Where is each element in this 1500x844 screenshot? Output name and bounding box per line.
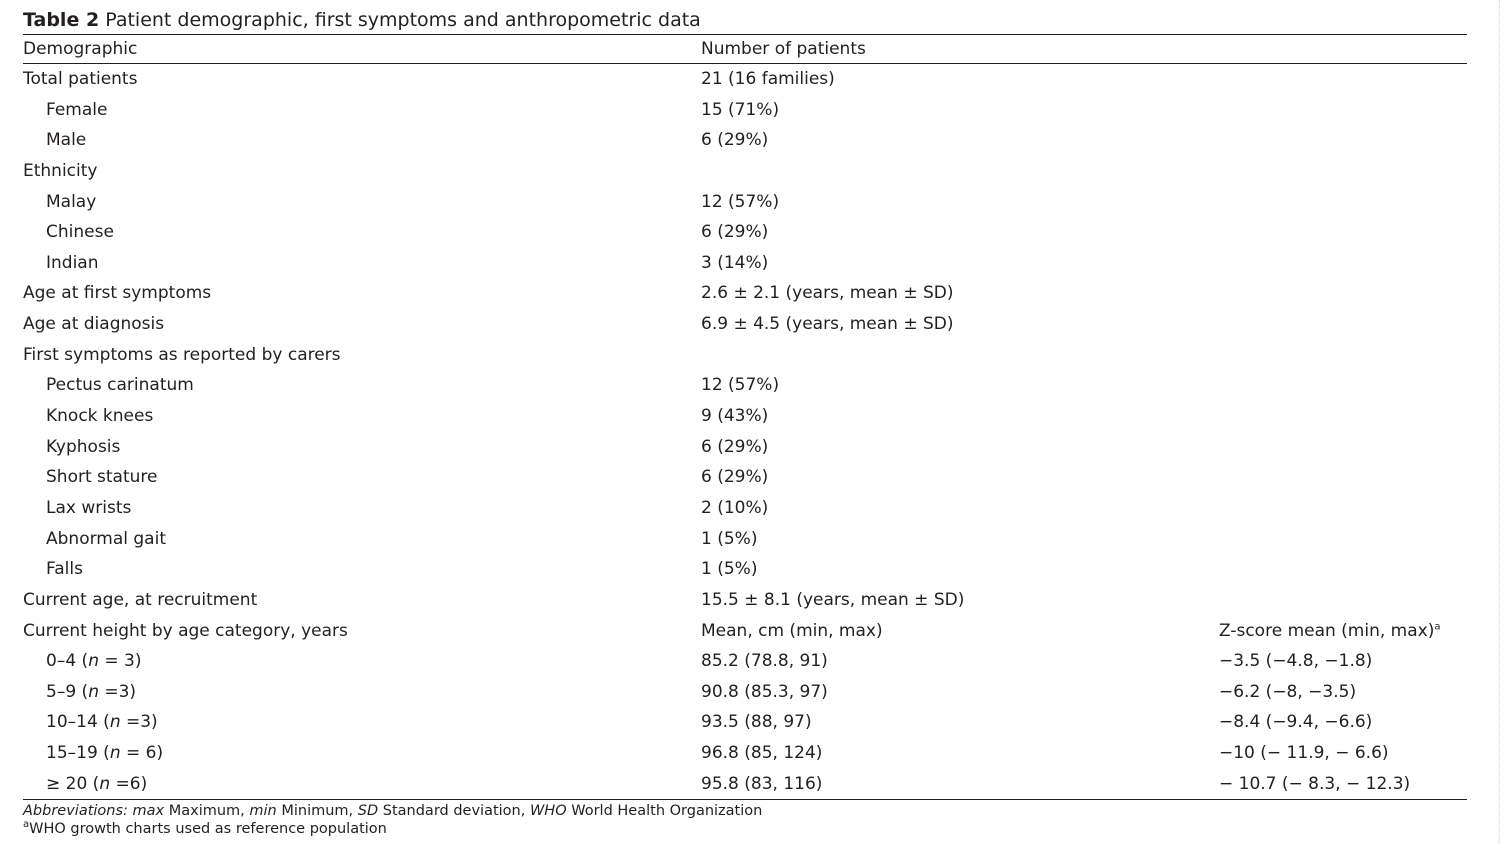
age-category <box>46 646 141 677</box>
reference-note <box>23 820 1467 838</box>
table-row <box>23 156 1467 187</box>
row-label: Knock knees <box>46 406 154 427</box>
row-label: Female <box>46 99 108 120</box>
table-row <box>23 370 1467 401</box>
row-value: 12 (57%) <box>701 375 780 396</box>
height-mean: 95.8 (83, 116) <box>701 773 823 794</box>
row-label: First symptoms as reported by carers <box>23 344 341 365</box>
row-label: Age at diagnosis <box>23 314 165 335</box>
row-value: 6 (29%) <box>701 130 769 151</box>
table-row <box>23 677 1467 708</box>
row-label: Age at first symptoms <box>23 283 212 304</box>
table-row <box>23 187 1467 218</box>
table-header <box>23 35 1467 63</box>
age-category <box>46 738 163 769</box>
table-figure <box>23 8 1467 838</box>
height-zscore-header-text: Z-score mean (min, max) <box>1219 620 1435 641</box>
abbreviation-definition: Minimum, <box>281 803 354 820</box>
age-range: 15–19 <box>46 743 98 764</box>
height-zscore: −3.5 (−4.8, −1.8) <box>1219 651 1373 672</box>
row-value: 6 (29%) <box>701 467 769 488</box>
age-range: ≥ 20 <box>46 773 88 794</box>
age-n-variable: n <box>109 743 121 764</box>
table-row <box>23 340 1467 371</box>
row-value: 9 (43%) <box>701 406 769 427</box>
bottom-rule <box>23 799 1467 800</box>
row-value: 15 (71%) <box>701 99 780 120</box>
abbreviations-label: Abbreviations: <box>23 803 128 820</box>
age-range: 0–4 <box>46 651 77 672</box>
caption-label: Table 2 <box>23 9 100 31</box>
table-row <box>23 248 1467 279</box>
row-label: Indian <box>46 252 99 273</box>
height-section-label: Current height by age category, years <box>23 620 348 641</box>
age-category <box>46 769 147 800</box>
row-value: 15.5 ± 8.1 (years, mean ± SD) <box>701 589 965 610</box>
table-body <box>23 64 1467 799</box>
row-value: 21 (16 families) <box>701 69 835 89</box>
row-value: 3 (14%) <box>701 252 769 273</box>
height-zscore: − 10.7 (− 8.3, − 12.3) <box>1219 773 1411 794</box>
table-caption <box>23 8 1467 34</box>
row-value: 2 (10%) <box>701 497 769 518</box>
table-row <box>23 493 1467 524</box>
row-label: Abnormal gait <box>46 528 166 549</box>
abbreviations-items <box>133 803 763 819</box>
table-row <box>23 278 1467 309</box>
age-n-open: ( <box>87 773 100 794</box>
age-n-open: ( <box>76 651 89 672</box>
height-zscore: −8.4 (−9.4, −6.6) <box>1219 712 1373 733</box>
table-row <box>23 64 1467 95</box>
age-n-open: ( <box>97 743 110 764</box>
abbreviation-term: min <box>249 803 277 820</box>
row-value: 6 (29%) <box>701 436 769 457</box>
row-label: Short stature <box>46 467 158 488</box>
age-n-value: =3) <box>98 681 137 702</box>
age-n-value: =3) <box>120 712 158 733</box>
age-n-value: = 6) <box>120 743 164 764</box>
abbreviation-term: max <box>132 803 165 820</box>
height-mean: 85.2 (78.8, 91) <box>701 651 828 672</box>
height-mean: 90.8 (85.3, 97) <box>701 681 828 702</box>
row-label: Male <box>46 130 87 151</box>
row-label: Lax wrists <box>46 497 132 518</box>
abbreviation-definition: Maximum, <box>168 803 245 820</box>
header-number-of-patients: Number of patients <box>701 39 866 59</box>
abbreviation-definition: World Health Organization <box>571 803 763 820</box>
row-value: 1 (5%) <box>701 528 758 549</box>
height-zscore-header <box>1219 616 1441 647</box>
height-mean: 93.5 (88, 97) <box>701 712 812 733</box>
row-label: Current age, at recruitment <box>23 589 258 610</box>
table-row <box>23 524 1467 555</box>
table-row <box>23 309 1467 340</box>
age-category <box>46 677 136 708</box>
age-n-open: ( <box>76 681 89 702</box>
abbreviation-definition: Standard deviation, <box>382 803 526 820</box>
table-row <box>23 432 1467 463</box>
height-zscore: −10 (− 11.9, − 6.6) <box>1219 743 1389 764</box>
row-label: Chinese <box>46 222 114 243</box>
height-zscore-footnote-marker: a <box>1434 620 1441 632</box>
table-row <box>23 707 1467 738</box>
age-n-variable: n <box>88 651 99 672</box>
age-category <box>46 707 158 738</box>
table-footnotes <box>23 802 1467 838</box>
age-n-open: ( <box>97 712 110 733</box>
age-range: 5–9 <box>46 681 77 702</box>
caption-text: Patient demographic, first symptoms and anthropometric data <box>105 9 701 31</box>
reference-note-text: WHO growth charts used as reference population <box>29 821 387 838</box>
age-range: 10–14 <box>46 712 98 733</box>
table-row <box>23 769 1467 800</box>
row-value: 12 (57%) <box>701 191 780 212</box>
reference-note-marker: a <box>23 819 30 831</box>
row-label: Falls <box>46 559 83 580</box>
table-row <box>23 125 1467 156</box>
height-mean: 96.8 (85, 124) <box>701 743 823 764</box>
table-row <box>23 585 1467 616</box>
age-n-value: = 3) <box>98 651 142 672</box>
table-row <box>23 95 1467 126</box>
page-edge-divider <box>1496 0 1500 844</box>
abbreviations-line <box>23 802 1467 820</box>
header-demographic: Demographic <box>23 39 138 59</box>
height-mean-header: Mean, cm (min, max) <box>701 620 883 641</box>
row-label: Ethnicity <box>23 160 98 181</box>
abbreviation-term: SD <box>357 803 379 820</box>
row-label: Malay <box>46 191 97 212</box>
row-value: 6.9 ± 4.5 (years, mean ± SD) <box>701 314 954 335</box>
table-row <box>23 401 1467 432</box>
age-n-variable: n <box>109 712 121 733</box>
height-zscore: −6.2 (−8, −3.5) <box>1219 681 1357 702</box>
age-n-variable: n <box>99 773 111 794</box>
row-value: 6 (29%) <box>701 222 769 243</box>
table-row <box>23 554 1467 585</box>
abbreviation-term: WHO <box>529 803 567 820</box>
row-label: Total patients <box>23 69 138 89</box>
row-value: 1 (5%) <box>701 559 758 580</box>
row-label: Kyphosis <box>46 436 121 457</box>
age-n-variable: n <box>88 681 99 702</box>
height-section-header <box>23 616 1467 647</box>
row-value: 2.6 ± 2.1 (years, mean ± SD) <box>701 283 954 304</box>
table-row <box>23 217 1467 248</box>
table-row <box>23 646 1467 677</box>
row-label: Pectus carinatum <box>46 375 194 396</box>
table-row <box>23 738 1467 769</box>
table-row <box>23 462 1467 493</box>
age-n-value: =6) <box>110 773 148 794</box>
